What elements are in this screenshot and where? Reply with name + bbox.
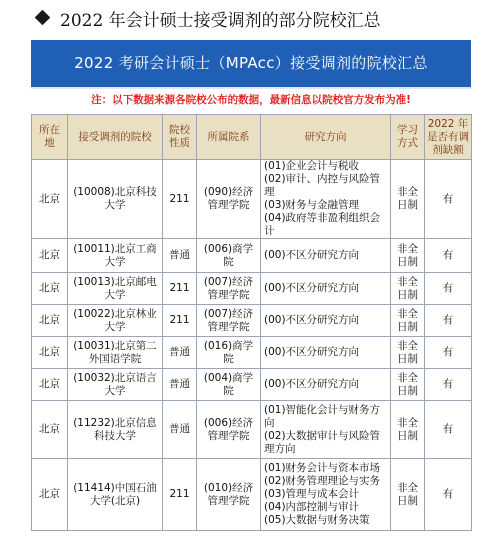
cell-school: (10032)北京语言大学	[68, 369, 163, 401]
cell-department: (004)商学院	[197, 369, 261, 401]
table-row	[32, 305, 472, 337]
table-row	[32, 459, 472, 531]
cell-type: 211	[163, 160, 197, 239]
page-heading-row	[0, 0, 500, 40]
direction-line: (01)财务会计与资本市场	[264, 462, 381, 474]
cell-type: 211	[163, 305, 197, 337]
direction-line: (01)智能化会计与财务方向	[264, 403, 381, 429]
cell-school: (10031)北京第二外国语学院	[68, 337, 163, 369]
cell-type: 普通	[163, 337, 197, 369]
cell-location: 北京	[32, 337, 68, 369]
header-school: 接受调剂的院校	[68, 115, 163, 160]
cell-location: 北京	[32, 459, 68, 531]
table-row	[32, 239, 472, 273]
cell-direction	[261, 459, 391, 531]
cell-location: 北京	[32, 273, 68, 305]
cell-study-mode: 非全日制	[391, 459, 425, 531]
direction-line: (02)大数据审计与风险管理方向	[264, 429, 381, 455]
cell-study-mode: 非全日制	[391, 369, 425, 401]
direction-line: (00)不区分研究方向	[264, 314, 360, 326]
cell-department: (007)经济管理学院	[197, 273, 261, 305]
table-header-row	[32, 115, 472, 160]
schools-table	[31, 114, 472, 531]
cell-location: 北京	[32, 239, 68, 273]
cell-school: (10008)北京科技大学	[68, 160, 163, 239]
cell-type: 普通	[163, 369, 197, 401]
diamond-bullet-icon	[35, 10, 51, 26]
table-row	[32, 369, 472, 401]
cell-school: (11232)北京信息科技大学	[68, 401, 163, 459]
cell-department: (016)商学院	[197, 337, 261, 369]
cell-type: 普通	[163, 401, 197, 459]
summary-card	[31, 40, 471, 540]
cell-vacancy: 有	[425, 337, 472, 369]
cell-direction	[261, 239, 391, 273]
direction-line: (02)财务管理理论与实务	[264, 475, 381, 487]
table-row	[32, 273, 472, 305]
header-location: 所在地	[32, 115, 68, 160]
direction-line: (03)管理与成本会计	[264, 488, 360, 500]
cell-study-mode: 非全日制	[391, 401, 425, 459]
cell-school: (11414)中国石油大学(北京)	[68, 459, 163, 531]
header-direction: 研究方向	[261, 115, 391, 160]
header-type: 院校性质	[163, 115, 197, 160]
direction-line: (01)企业会计与税收	[264, 160, 360, 172]
cell-type: 普通	[163, 239, 197, 273]
direction-line: (04)政府等非盈利组织会计	[264, 212, 381, 237]
cell-vacancy: 有	[425, 459, 472, 531]
header-department: 所属院系	[197, 115, 261, 160]
notice-text: 注：以下数据来源各院校公布的数据，最新信息以院校官方发布为准!	[91, 94, 411, 106]
cell-department: (006)商学院	[197, 239, 261, 273]
table-row	[32, 337, 472, 369]
cell-department: (090)经济管理学院	[197, 160, 261, 239]
cell-school: (10011)北京工商大学	[68, 239, 163, 273]
cell-location: 北京	[32, 369, 68, 401]
cell-study-mode: 非全日制	[391, 239, 425, 273]
cell-department: (006)经济管理学院	[197, 401, 261, 459]
direction-line: (02)审计、内控与风险管理	[264, 173, 381, 198]
cell-type: 211	[163, 273, 197, 305]
direction-line: (05)大数据与财务决策	[264, 514, 370, 526]
header-vacancy: 2022 年是否有调剂缺额	[425, 115, 472, 160]
direction-line: (00)不区分研究方向	[264, 378, 360, 390]
cell-vacancy: 有	[425, 401, 472, 459]
cell-study-mode: 非全日制	[391, 305, 425, 337]
cell-vacancy: 有	[425, 305, 472, 337]
direction-line: (03)财务与金融管理	[264, 199, 360, 211]
cell-study-mode: 非全日制	[391, 337, 425, 369]
cell-location: 北京	[32, 160, 68, 239]
page-heading: 2022 年会计硕士接受调剂的部分院校汇总	[60, 11, 381, 31]
cell-type: 211	[163, 459, 197, 531]
table-row	[32, 401, 472, 459]
cell-vacancy: 有	[425, 369, 472, 401]
cell-school: (10022)北京林业大学	[68, 305, 163, 337]
cell-direction	[261, 273, 391, 305]
cell-department: (007)经济管理学院	[197, 305, 261, 337]
cell-department: (010)经济管理学院	[197, 459, 261, 531]
cell-direction	[261, 369, 391, 401]
cell-direction	[261, 305, 391, 337]
direction-line: (00)不区分研究方向	[264, 282, 360, 294]
header-study-mode: 学习方式	[391, 115, 425, 160]
cell-direction	[261, 160, 391, 239]
cell-vacancy: 有	[425, 160, 472, 239]
table-row	[32, 160, 472, 239]
cell-vacancy: 有	[425, 273, 472, 305]
banner-title: 2022 考研会计硕士（MPAcc）接受调剂的院校汇总	[74, 54, 428, 72]
direction-line: (04)内部控制与审计	[264, 501, 360, 513]
cell-location: 北京	[32, 305, 68, 337]
banner	[31, 40, 471, 89]
cell-direction	[261, 337, 391, 369]
cell-study-mode: 非全日制	[391, 160, 425, 239]
cell-direction	[261, 401, 391, 459]
cell-study-mode: 非全日制	[391, 273, 425, 305]
cell-location: 北京	[32, 401, 68, 459]
cell-school: (10013)北京邮电大学	[68, 273, 163, 305]
cell-vacancy: 有	[425, 239, 472, 273]
direction-line: (00)不区分研究方向	[264, 346, 360, 358]
direction-line: (00)不区分研究方向	[264, 249, 360, 261]
